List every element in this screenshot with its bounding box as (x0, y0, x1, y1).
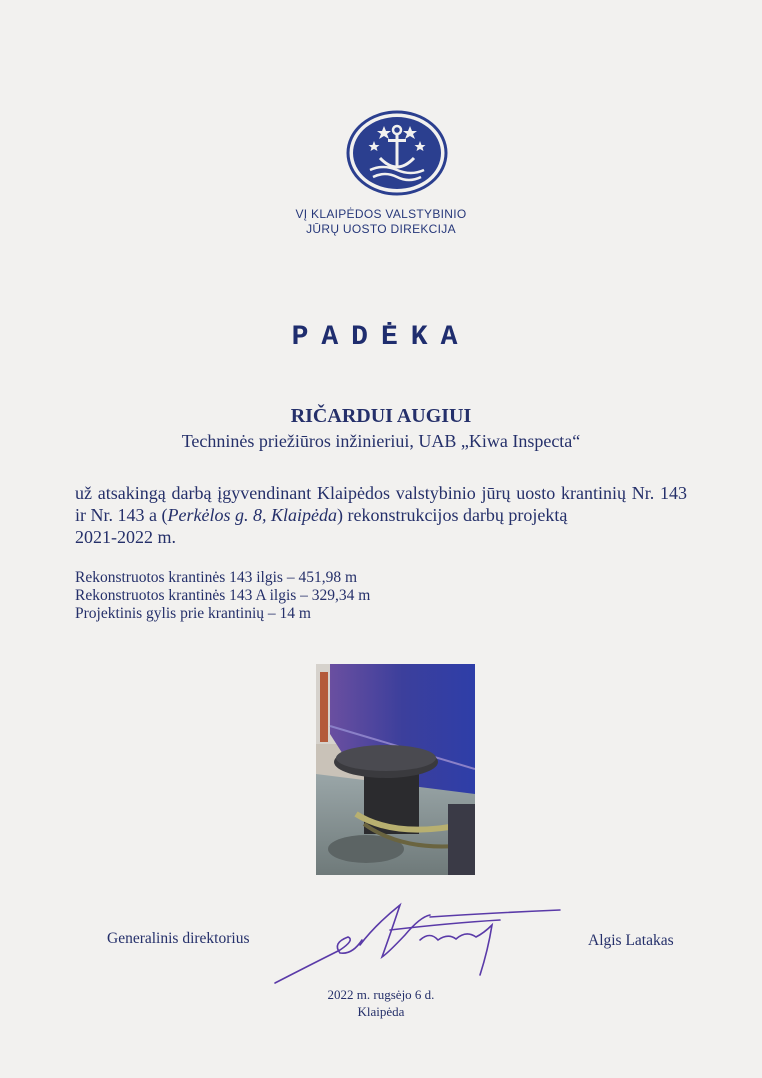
fact-item: Projektinis gylis prie krantinių – 14 m (75, 605, 311, 622)
recipient-name: RIČARDUI AUGIUI (290, 405, 472, 427)
paragraph-text-after: ) rekonstrukcijos darbų projektą (336, 505, 568, 525)
organization-name-line2: JŪRŲ UOSTO DIREKCIJA (306, 222, 456, 236)
fact-item: Rekonstruotos krantinės 143 A ilgis – 329,34 m (75, 587, 371, 604)
organization-name-line1: VĮ KLAIPĖDOS VALSTYBINIO (295, 207, 467, 221)
fact-item: Rekonstruotos krantinės 143 ilgis – 451,98 m (75, 569, 358, 586)
issue-date: 2022 m. rugsėjo 6 d. (327, 987, 435, 1002)
handwritten-signature (270, 895, 570, 990)
project-facts (75, 569, 370, 623)
recipient-position: Techninės priežiūros inžinieriui, UAB „Kiwa Inspecta“ (181, 431, 581, 451)
paragraph-address: Perkėlos g. 8, Klaipėda (167, 505, 337, 525)
signer-name: Algis Latakas (588, 932, 674, 949)
quay-bollard-photo (316, 664, 475, 875)
port-anchor-logo-icon (346, 110, 448, 196)
document-title: PADĖKA (291, 322, 471, 353)
paragraph-period: 2021-2022 m. (75, 527, 176, 547)
gratitude-paragraph (75, 482, 687, 548)
paragraph-text-before: už atsakingą darbą įgyvendinant Klaipėdos valstybinio jūrų uosto krantinių Nr. 143 ir Nr. 143 a ( (75, 483, 687, 525)
issue-place: Klaipėda (357, 1004, 405, 1019)
signer-role: Generalinis direktorius (107, 930, 250, 947)
